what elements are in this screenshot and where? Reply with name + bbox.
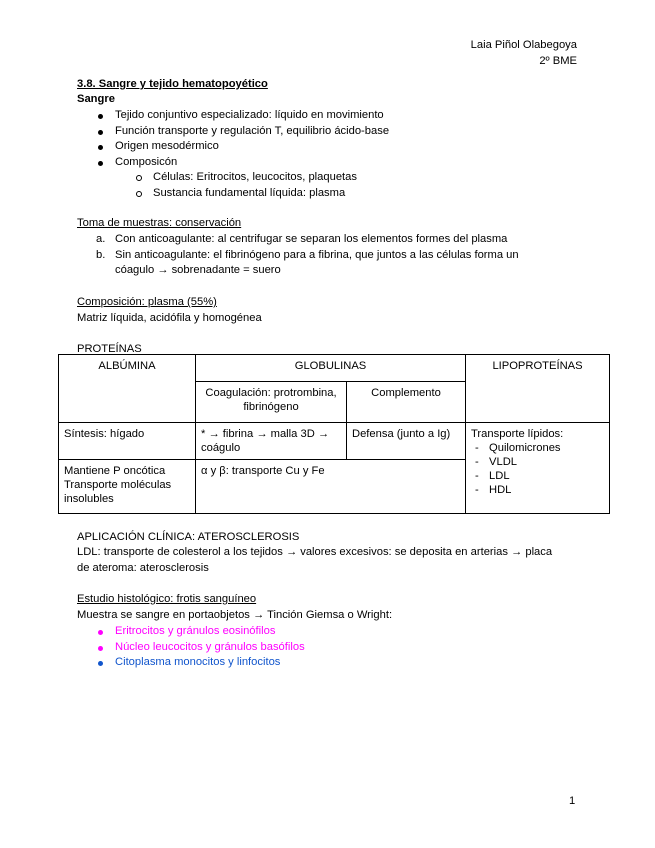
toma-list [96,232,519,279]
list-item [96,232,519,248]
list-item: Tejido conjuntivo especializado: líquido en movimiento [115,108,389,124]
sangre-list [115,108,389,170]
toma-heading: Toma de muestras: conservación [77,217,242,229]
list-marker: a. [96,233,106,245]
estudio-intro: Muestra se sangre en portaobjetos → Tinción Giemsa o Wright: [77,609,393,621]
coagulacion-cell: Coagulación: protrombina, fibrinógeno [196,382,347,423]
course-label: 2º BME [539,55,577,67]
composicion-text: Matriz líquida, acidófila y homogénea [77,312,262,324]
estudio-list [115,624,305,671]
composicion-heading: Composición: plasma (55%) [77,296,217,308]
proteinas-table [58,354,610,514]
list-item: - VLDL [475,455,604,469]
author-name: Laia Piñol Olabegoya [470,39,577,51]
list-item: Núcleo leucocitos y gránulos basófilos [115,640,305,656]
list-item-text: Con anticoagulante: al centrifugar se separan los elementos formes del plasma [115,233,508,245]
aplicacion-line-2: de ateroma: aterosclerosis [77,562,209,574]
sangre-sublist [153,170,357,201]
lipoproteinas-header: LIPOPROTEÍNAS [466,355,610,423]
aplicacion-heading: APLICACIÓN CLÍNICA: ATEROSCLEROSIS [77,531,300,543]
list-item [96,248,519,264]
lipoproteinas-list [471,441,604,497]
transporte-lipidos-label: Transporte lípidos: [471,428,564,440]
globulinas-header: GLOBULINAS [196,355,466,382]
page-number: 1 [569,795,576,807]
list-item: Sustancia fundamental líquida: plasma [153,186,357,202]
aplicacion-line-1: LDL: transporte de colesterol a los tejidos → valores excesivos: se deposita en arterias → placa [77,546,553,558]
sangre-heading: Sangre [77,93,115,105]
section-title: 3.8. Sangre y tejido hematopoyético [77,78,268,90]
proteinas-title: PROTEÍNAS [77,343,142,355]
sintesis-cell: Síntesis: hígado [59,423,196,460]
list-item: - LDL [475,469,604,483]
list-marker: b. [96,248,106,261]
list-item: Composicón [115,155,389,171]
lipoproteinas-cell [466,423,610,514]
list-item-continuation: cóagulo → sobrenadante = suero [115,264,281,276]
estudio-heading: Estudio histológico: frotis sanguíneo [77,593,257,605]
list-item: Función transporte y regulación T, equilibrio ácido-base [115,124,389,140]
complemento-cell: Complemento [347,382,466,423]
list-item: Origen mesodérmico [115,139,389,155]
list-item: - Quilomicrones [475,441,604,455]
list-item: Citoplasma monocitos y linfocitos [115,655,305,671]
albumina-funcion-cell: Mantiene P oncótica Transporte moléculas insolubles [59,460,196,514]
coag-row-cell: * → fibrina → malla 3D → coágulo [196,423,347,460]
albumina-header: ALBÚMINA [59,355,196,423]
list-item: Células: Eritrocitos, leucocitos, plaquetas [153,170,357,186]
list-item: Eritrocitos y gránulos eosinófilos [115,624,305,640]
alfa-beta-cell: α y β: transporte Cu y Fe [196,460,466,514]
defensa-cell: Defensa (junto a Ig) [347,423,466,460]
list-item: - HDL [475,483,604,497]
list-item-text: Sin anticoagulante: el fibrinógeno para a fibrina, que juntos a las células forma un [115,248,519,261]
